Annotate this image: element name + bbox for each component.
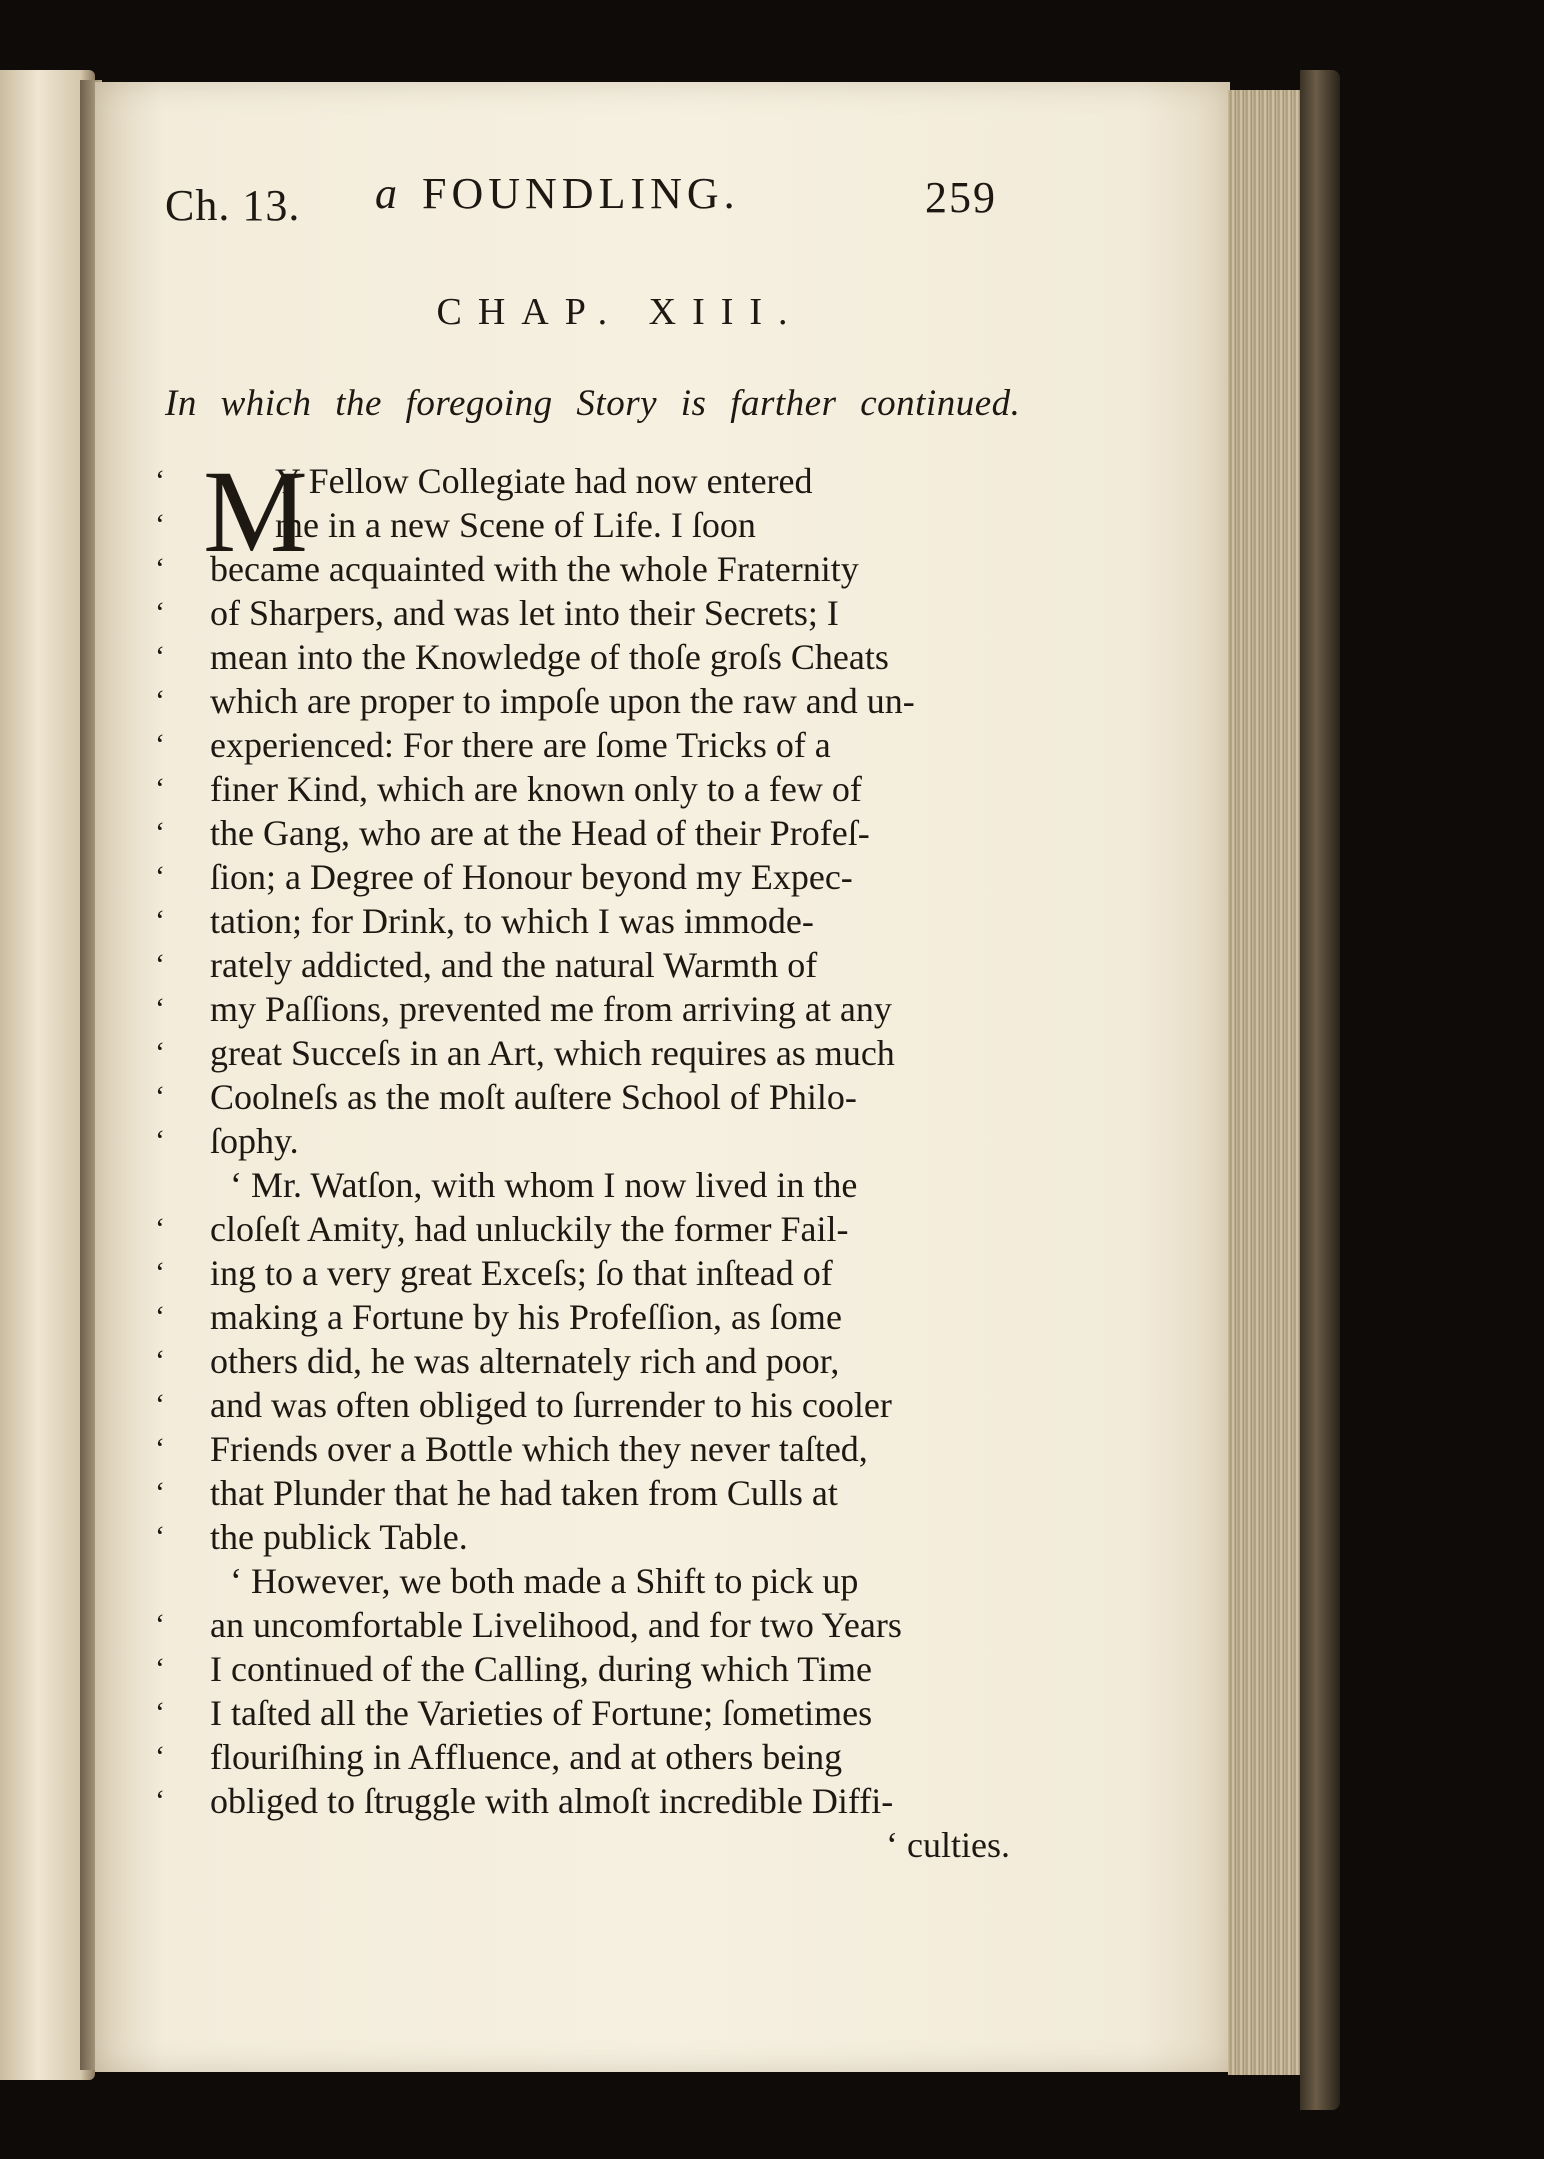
catchword: ‘ culties. (886, 1825, 1010, 1865)
page-number: 259 (925, 173, 997, 222)
body-text (155, 446, 1055, 1867)
text-line (155, 987, 1055, 1031)
quote-mark: ‘ (155, 508, 165, 541)
text-line (155, 855, 1055, 899)
line-text: an uncomfortable Livelihood, and for two Years (210, 1605, 902, 1645)
line-text: rately addicted, and the natural Warmth of (210, 945, 818, 985)
line-text: obliged to ſtruggle with almoſt incredible Diffi- (210, 1781, 894, 1821)
text-line (155, 943, 1055, 987)
book-cover (1300, 70, 1340, 2110)
line-text: Coolneſs as the moſt auſtere School of Philo- (210, 1077, 857, 1117)
text-line (155, 723, 1055, 767)
quote-mark: ‘ (155, 816, 165, 849)
text-line (155, 1471, 1055, 1515)
quote-mark: ‘ (155, 1300, 165, 1333)
drop-cap: M (203, 446, 308, 577)
quote-mark: ‘ (155, 948, 165, 981)
text-line (155, 547, 1055, 591)
line-text: and was often obliged to ſurrender to his cooler (210, 1385, 892, 1425)
text-line (155, 1427, 1055, 1471)
text-line (155, 1339, 1055, 1383)
text-line (155, 1251, 1055, 1295)
quote-mark: ‘ (155, 1080, 165, 1113)
text-line (155, 899, 1055, 943)
running-header (155, 150, 1055, 230)
line-text: ſophy. (210, 1121, 299, 1161)
line-text: great Succeſs in an Art, which requires as much (210, 1033, 895, 1073)
text-line (155, 1691, 1055, 1735)
line-text: that Plunder that he had taken from Culls at (210, 1473, 838, 1513)
text-line (155, 1119, 1055, 1163)
quote-mark: ‘ (155, 1388, 165, 1421)
line-text: became acquainted with the whole Fraternity (210, 549, 859, 589)
line-text: others did, he was alternately rich and poor, (210, 1341, 840, 1381)
quote-mark: ‘ (155, 684, 165, 717)
quote-mark: ‘ (155, 1212, 165, 1245)
quote-mark: ‘ (155, 728, 165, 761)
line-text: ‘ Mr. Watſon, with whom I now lived in the (230, 1165, 858, 1205)
text-line (155, 1515, 1055, 1559)
quote-mark: ‘ (155, 552, 165, 585)
line-text: mean into the Knowledge of thoſe groſs Cheats (210, 637, 889, 677)
text-line (155, 1647, 1055, 1691)
text-line (155, 591, 1055, 635)
text-line (155, 1383, 1055, 1427)
line-text: I continued of the Calling, during which Time (210, 1649, 872, 1689)
text-line (155, 459, 1055, 503)
quote-mark: ‘ (155, 640, 165, 673)
line-text: my Paſſions, prevented me from arriving at any (210, 989, 892, 1029)
quote-mark: ‘ (155, 1124, 165, 1157)
line-text: ſion; a Degree of Honour beyond my Expec- (210, 857, 853, 897)
quote-mark: ‘ (155, 904, 165, 937)
chapter-heading: CHAP. XIII. (436, 291, 804, 333)
line-text: making a Fortune by his Profeſſion, as ſome (210, 1297, 842, 1337)
title-word: FOUNDLING. (422, 169, 740, 218)
text-line (155, 1559, 1055, 1603)
line-text: ‘ However, we both made a Shift to pick up (230, 1561, 859, 1601)
text-line (155, 1207, 1055, 1251)
line-text: the publick Table. (210, 1517, 468, 1557)
quote-mark: ‘ (155, 1784, 165, 1817)
text-line (155, 1031, 1055, 1075)
page-text (155, 150, 1055, 1867)
line-text: finer Kind, which are known only to a few of (210, 769, 862, 809)
quote-mark: ‘ (155, 1476, 165, 1509)
quote-mark: ‘ (155, 1520, 165, 1553)
line-text: ing to a very great Exceſs; ſo that inſtead of (210, 1253, 833, 1293)
chapter-subtitle: In which the foregoing Story is farther continued. (165, 383, 1021, 424)
quote-mark: ‘ (155, 596, 165, 629)
text-line (155, 503, 1055, 547)
line-text: flouriſhing in Affluence, and at others being (210, 1737, 843, 1777)
quote-mark: ‘ (155, 1432, 165, 1465)
text-line (155, 1295, 1055, 1339)
text-line (155, 1735, 1055, 1779)
line-text: which are proper to impoſe upon the raw and un- (210, 681, 915, 721)
title-article: a (375, 169, 402, 218)
line-text: experienced: For there are ſome Tricks of a (210, 725, 831, 765)
line-text: I taſted all the Varieties of Fortune; ſometimes (210, 1693, 873, 1733)
line-text: Y Fellow Collegiate had now entered (275, 461, 813, 501)
quote-mark: ‘ (155, 1036, 165, 1069)
text-line (155, 635, 1055, 679)
line-text: Friends over a Bottle which they never taſted, (210, 1429, 868, 1469)
chapter-reference: Ch. 13. (165, 181, 301, 230)
line-text: me in a new Scene of Life. I ſoon (275, 505, 756, 545)
quote-mark: ‘ (155, 464, 165, 497)
text-line (155, 1779, 1055, 1823)
quote-mark: ‘ (155, 1696, 165, 1729)
text-line (155, 1163, 1055, 1207)
text-line (155, 767, 1055, 811)
line-text: cloſeſt Amity, had unluckily the former Fail- (210, 1209, 849, 1249)
text-line (155, 679, 1055, 723)
quote-mark: ‘ (155, 1256, 165, 1289)
text-line (155, 1075, 1055, 1119)
text-line (155, 1603, 1055, 1647)
quote-mark: ‘ (155, 860, 165, 893)
running-title (375, 168, 740, 219)
quote-mark: ‘ (155, 1608, 165, 1641)
quote-mark: ‘ (155, 772, 165, 805)
quote-mark: ‘ (155, 1344, 165, 1377)
quote-mark: ‘ (155, 1652, 165, 1685)
text-line (155, 811, 1055, 855)
line-text: of Sharpers, and was let into their Secrets; I (210, 593, 839, 633)
line-text: the Gang, who are at the Head of their Profeſ- (210, 813, 870, 853)
quote-mark: ‘ (155, 1740, 165, 1773)
quote-mark: ‘ (155, 992, 165, 1025)
line-text: tation; for Drink, to which I was immode- (210, 901, 814, 941)
